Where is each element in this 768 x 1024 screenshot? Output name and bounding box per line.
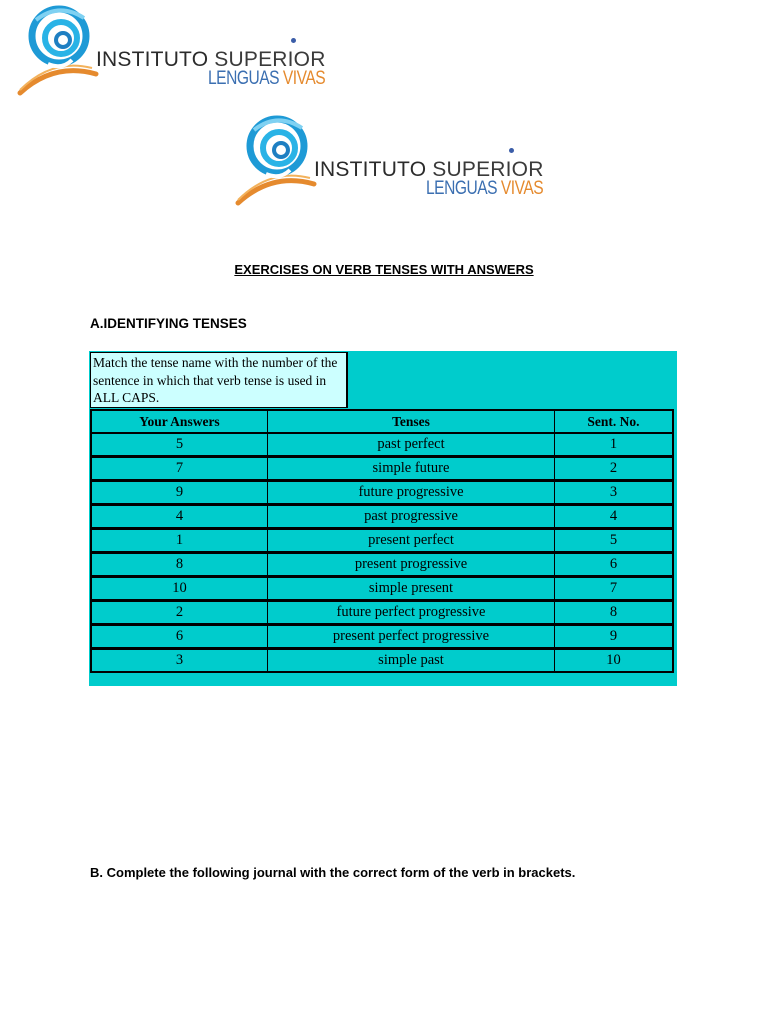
tense-cell: past progressive [268, 504, 555, 528]
tense-cell: present perfect progressive [268, 624, 555, 648]
answer-cell[interactable]: 3 [92, 648, 268, 671]
answer-cell[interactable]: 6 [92, 624, 268, 648]
answer-cell[interactable]: 8 [92, 552, 268, 576]
sentence-number-cell: 4 [555, 504, 672, 528]
institute-logo [14, 0, 334, 100]
answer-cell[interactable]: 2 [92, 600, 268, 624]
answer-cell[interactable]: 9 [92, 480, 268, 504]
tense-cell: present progressive [268, 552, 555, 576]
header-sentence-number: Sent. No. [555, 411, 672, 433]
document-title: EXERCISES ON VERB TENSES WITH ANSWERS [234, 262, 534, 277]
sentence-number-cell: 3 [555, 480, 672, 504]
tense-cell: past perfect [268, 433, 555, 456]
logo-line-2: LENGUAS VIVAS [426, 178, 544, 199]
table-row [92, 648, 672, 671]
institute-logo-secondary [232, 110, 552, 210]
answer-cell[interactable]: 7 [92, 456, 268, 480]
tense-cell: future progressive [268, 480, 555, 504]
table-row [92, 600, 672, 624]
section-b-instructions: B. Complete the following journal with the correct form of the verb in brackets. [90, 865, 576, 880]
table-row [92, 528, 672, 552]
answer-cell[interactable]: 1 [92, 528, 268, 552]
sentence-number-cell: 2 [555, 456, 672, 480]
tenses-table [90, 409, 674, 673]
table-row [92, 624, 672, 648]
header-your-answers: Your Answers [92, 411, 268, 433]
sentence-number-cell: 5 [555, 528, 672, 552]
swirl-emblem-icon [232, 110, 322, 210]
tense-cell: simple present [268, 576, 555, 600]
answer-cell[interactable]: 4 [92, 504, 268, 528]
table-row [92, 456, 672, 480]
table-row [92, 576, 672, 600]
logo-line-1: INSTITUTO SUPERIOR [314, 158, 544, 181]
header-tenses: Tenses [268, 411, 555, 433]
table-row [92, 504, 672, 528]
table-row [92, 433, 672, 456]
sentence-number-cell: 6 [555, 552, 672, 576]
tense-cell: simple future [268, 456, 555, 480]
sentence-number-cell: 8 [555, 600, 672, 624]
sentence-number-cell: 10 [555, 648, 672, 671]
logo-line-2: LENGUAS VIVAS [208, 68, 326, 89]
answer-cell[interactable]: 10 [92, 576, 268, 600]
logo-line-1: INSTITUTO SUPERIOR [96, 48, 326, 71]
swirl-emblem-icon [14, 0, 104, 100]
sentence-number-cell: 9 [555, 624, 672, 648]
table-header-row [92, 411, 672, 433]
answer-cell[interactable]: 5 [92, 433, 268, 456]
section-a-heading: A.IDENTIFYING TENSES [90, 316, 247, 331]
instructions-box: Match the tense name with the number of the sentence in which that verb tense is used in ALL CAPS. [90, 352, 348, 408]
table-row [92, 552, 672, 576]
sentence-number-cell: 1 [555, 433, 672, 456]
table-row [92, 480, 672, 504]
sentence-number-cell: 7 [555, 576, 672, 600]
tense-cell: future perfect progressive [268, 600, 555, 624]
tense-cell: simple past [268, 648, 555, 671]
tense-cell: present perfect [268, 528, 555, 552]
